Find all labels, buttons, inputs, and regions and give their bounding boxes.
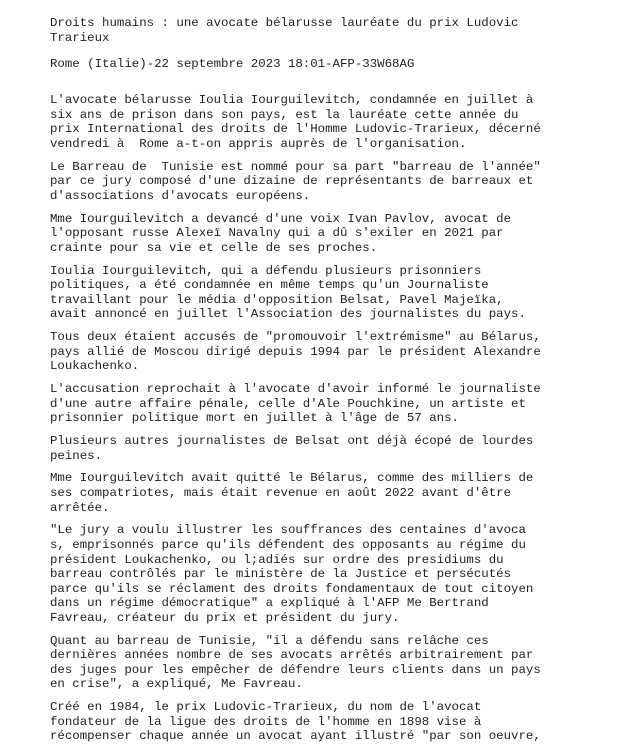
article-dateline: Rome (Italie)-22 septembre 2023 18:01-AFP-33W68AG: [50, 57, 415, 71]
paragraph: L'accusation reprochait à l'avocate d'avoir informé le journaliste d'une autre affaire pénale, celle d'Ale Pouchkine, un artiste et prisonnier politique mort en juillet à l'âge de 57 ans.: [50, 382, 541, 426]
paragraph: Mme Iourguilevitch a devancé d'une voix Ivan Pavlov, avocat de l'opposant russe Alexeï Navalny qui a dû s'exiler en 2021 par crainte pour sa vie et celle de ses proches.: [50, 211, 512, 255]
paragraph: Ioulia Iourguilevitch, qui a défendu plusieurs prisonniers politiques, a été condamnée en même temps qu'un Journaliste travaillant pour le média d'opposition Belsat, Pavel Majeïka, avait annoncé en juillet l'Association des journalistes du pays.: [50, 263, 526, 322]
paragraph: Créé en 1984, le prix Ludovic-Trarieux, du nom de l'avocat fondateur de la ligue des droits de l'homme en 1898 vise à récompenser chaque année un avocat ayant illustré "par son oeuvre,: [50, 700, 541, 744]
paragraph: "Le jury a voulu illustrer les souffrances des centaines d'avoca s, emprisonnés parce qu'ils défendent des opposants au régime du président Loukachenko, ou l;adiés sur ordre des presidiums du barreau contrôlés par le ministère de la Justice et persécutés parce qu'ils se réclament des droits fondamentaux de tout citoyen dans un régime démocratique" a expliqué à l'AFP Me Bertrand Favreau, créateur du prix et président du jury.: [50, 523, 534, 625]
article-headline: Droits humains : une avocate bélarusse lauréate du prix Ludovic Trarieux: [50, 16, 519, 45]
paragraph: L'avocate bélarusse Ioulia Iourguilevitch, condamnée en juillet à six ans de prison dans son pays, est la lauréate cette année du prix International des droits de l'Homme Ludovic-Trarieux, décerné vendredi à Rome a-t-on appris auprès de l'organisation.: [50, 93, 541, 151]
paragraph: Plusieurs autres journalistes de Belsat ont déjà écopé de lourdes peines.: [50, 434, 534, 463]
paragraph: Mme Iourguilevitch avait quitté le Bélarus, comme des milliers de ses compatriotes, mais était revenue en août 2022 avant d'être arrêtée.: [50, 471, 534, 515]
paragraph: Tous deux étaient accusés de "promouvoir l'extrémisme" au Bélarus, pays allié de Moscou dirigé depuis 1994 par le président Alexandre Loukachenko.: [50, 330, 541, 374]
paragraph: Le Barreau de Tunisie est nommé pour sa part "barreau de l'année" par ce jury composé d'une dizaine de représentants de barreaux et d'associations d'avocats européens.: [50, 159, 541, 203]
article-body: [50, 93, 580, 752]
paragraph: Quant au barreau de Tunisie, "il a défendu sans relâche ces dernières années nombre de ses avocats arrêtés arbitrairement par des juges pour les empêcher de défendre leurs clients dans un pays en crise", a expliqué, Me Favreau.: [50, 633, 541, 692]
